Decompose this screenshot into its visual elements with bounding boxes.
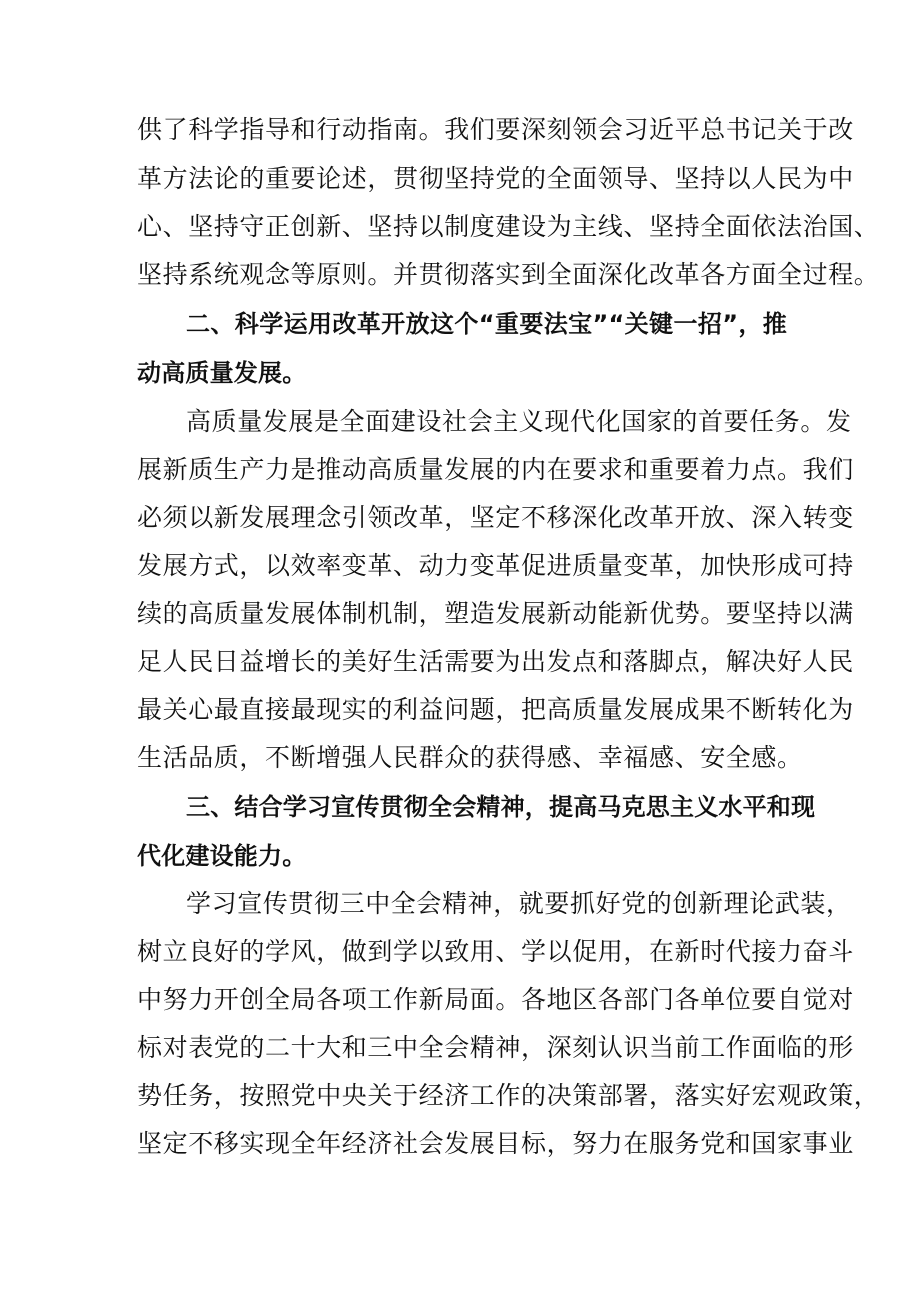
text-line: 中努力开创全局各项工作新局面。各地区各部门各单位要自觉对: [137, 985, 854, 1014]
text-line: 标对表党的二十大和三中全会精神，深刻认识当前工作面临的形: [137, 1033, 854, 1062]
text-line: 必须以新发展理念引领改革，坚定不移深化改革开放、深入转变: [137, 503, 854, 532]
text-line: 心、坚持守正创新、坚持以制度建设为主线、坚持全面依法治国、: [137, 212, 880, 241]
heading-line: 三、结合学习宣传贯彻全会精神，提高马克思主义水平和现: [186, 793, 816, 821]
text-line: 学习宣传贯彻三中全会精神，就要抓好党的创新理论武装，: [186, 889, 852, 918]
text-line: 续的高质量发展体制机制，塑造发展新动能新优势。要坚持以满: [137, 599, 854, 628]
text-line: 发展方式，以效率变革、动力变革促进质量变革，加快形成可持: [137, 551, 854, 580]
heading-line: 动高质量发展。: [137, 359, 307, 387]
text-line: 展新质生产力是推动高质量发展的内在要求和重要着力点。我们: [137, 455, 854, 484]
text-line: 革方法论的重要论述，贯彻坚持党的全面领导、坚持以人民为中: [137, 164, 854, 193]
text-line: 最关心最直接最现实的利益问题，把高质量发展成果不断转化为: [137, 695, 854, 724]
text-line: 坚定不移实现全年经济社会发展目标，努力在服务党和国家事业: [137, 1129, 854, 1158]
heading-line: 代化建设能力。: [137, 842, 307, 870]
text-line: 树立良好的学风，做到学以致用、学以促用，在新时代接力奋斗: [137, 937, 854, 966]
text-line: 足人民日益增长的美好生活需要为出发点和落脚点，解决好人民: [137, 647, 854, 676]
text-line: 势任务，按照党中央关于经济工作的决策部署，落实好宏观政策，: [137, 1081, 880, 1110]
text-line: 高质量发展是全面建设社会主义现代化国家的首要任务。发: [186, 407, 852, 436]
text-line: 生活品质，不断增强人民群众的获得感、幸福感、安全感。: [137, 743, 803, 772]
heading-line: 二、科学运用改革开放这个“重要法宝”“关键一招”，推: [186, 310, 787, 338]
text-line: 供了科学指导和行动指南。我们要深刻领会习近平总书记关于改: [137, 115, 854, 144]
text-line: 坚持系统观念等原则。并贯彻落实到全面深化改革各方面全过程。: [137, 260, 880, 289]
